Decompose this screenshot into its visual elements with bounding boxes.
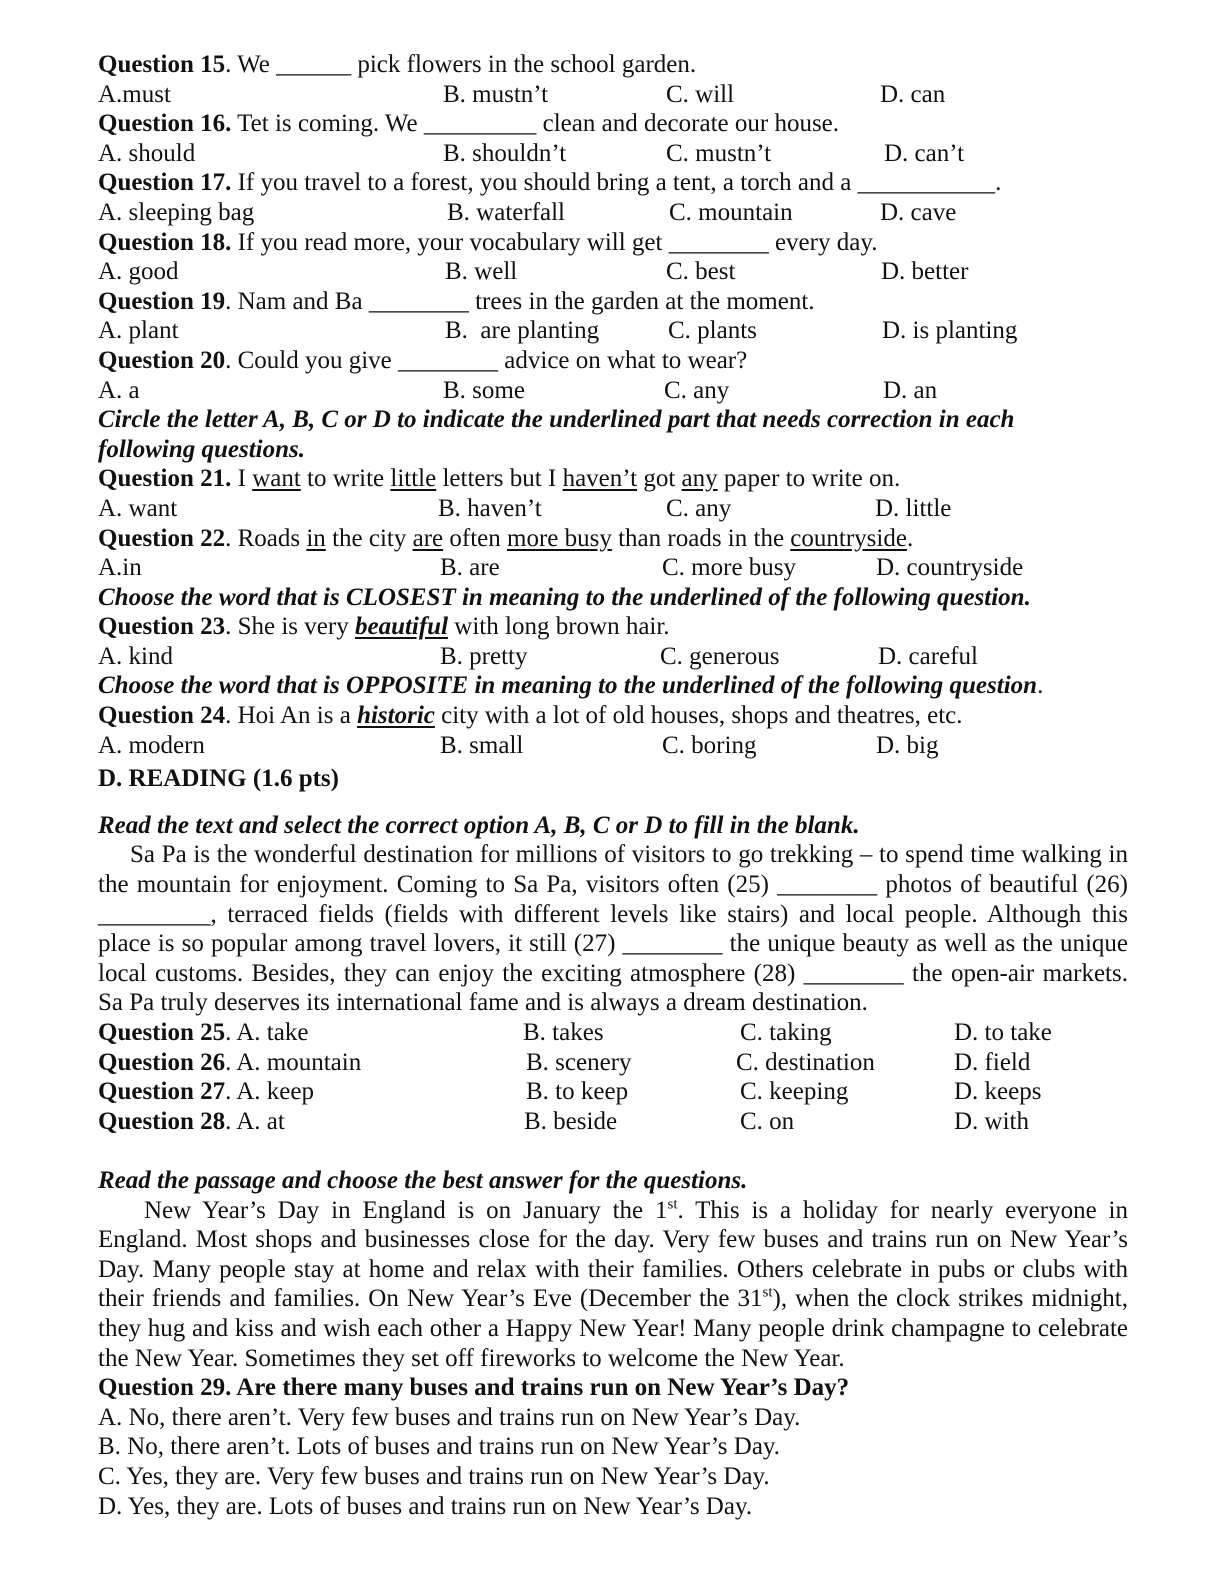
option-c[interactable]: C. will	[666, 80, 735, 108]
instruction-correction: Circle the letter A, B, C or D to indicate the underlined part that needs correction in each following questions.	[98, 406, 1015, 463]
question-20	[98, 346, 1128, 376]
option-b[interactable]: B. waterfall	[447, 198, 566, 226]
section-heading-reading: D. READING (1.6 pts)	[98, 765, 339, 793]
question-number: Question 27	[98, 1078, 226, 1106]
question-stem: If you read more, your vocabulary will get ________ every day.	[231, 228, 878, 256]
underlined-part: countryside	[790, 524, 907, 552]
instruction-read-2: Read the passage and choose the best answer for the questions.	[98, 1166, 748, 1194]
option-a[interactable]: . A. at	[225, 1107, 285, 1135]
option-a[interactable]: A. modern	[98, 731, 205, 759]
question-22	[98, 524, 1128, 554]
stem-text: to write	[300, 465, 391, 493]
passage-sapa: Sa Pa is the wonderful destination for millions of visitors to go trekking – to spend time walking in the mountain for enjoyment. Coming to Sa Pa, visitors often (25) ________ photos of beautiful (26) _________, terraced fields (fields with different levels like stairs) and local people. Although this place is so popular among travel lovers, it still (27) ________ the unique beauty as well as the unique local customs. Besides, they can enjoy the exciting atmosphere (28) ________ the open-air markets. Sa Pa truly deserves its international fame and is always a dream destination.	[98, 841, 1128, 1017]
option-a[interactable]: A. want	[98, 494, 178, 522]
option-c[interactable]: C. destination	[736, 1048, 875, 1076]
options-20	[98, 376, 1128, 406]
question-stem: . Nam and Ba ________ trees in the garden at the moment.	[225, 287, 815, 315]
question-number: Question 19	[98, 287, 226, 315]
option-c[interactable]: C. on	[740, 1107, 795, 1135]
question-17	[98, 168, 1128, 198]
stem-text: often	[443, 524, 507, 552]
underlined-part: in	[306, 524, 326, 552]
question-number: Question 26	[98, 1048, 226, 1076]
option-c[interactable]: C. mountain	[669, 198, 793, 226]
option-b[interactable]: B. haven’t	[438, 494, 542, 522]
stem-text: . She is very	[225, 613, 355, 641]
option-c[interactable]: C. generous	[660, 642, 780, 670]
underlined-word: historic	[357, 702, 435, 730]
option-d[interactable]: D. Yes, they are. Lots of buses and trains run on New Year’s Day.	[98, 1492, 753, 1520]
underlined-part: are	[412, 524, 444, 552]
question-number: Question 25	[98, 1019, 226, 1046]
instruction-text: Choose the word that is OPPOSITE in meaning to the underlined of the following question	[98, 672, 1038, 700]
question-29: Question 29. Are there many buses and trains run on New Year’s Day?	[98, 1374, 850, 1402]
underlined-part: little	[390, 465, 437, 493]
option-a[interactable]: A.in	[98, 554, 142, 582]
option-b[interactable]: B. beside	[524, 1107, 618, 1135]
options-21	[98, 494, 1128, 524]
option-b[interactable]: B. pretty	[440, 642, 528, 670]
question-number: Question 20	[98, 346, 226, 374]
superscript: st	[762, 1285, 773, 1302]
question-16	[98, 109, 1128, 139]
options-22	[98, 553, 1128, 583]
instruction-period: .	[1037, 672, 1044, 700]
options-15	[98, 80, 1128, 110]
question-number: Question 18.	[98, 228, 232, 256]
option-a[interactable]: A. kind	[98, 642, 173, 670]
question-19	[98, 287, 1128, 317]
option-d[interactable]: D. keeps	[954, 1078, 1042, 1106]
option-b[interactable]: B. scenery	[526, 1048, 632, 1076]
question-stem: . We ______ pick flowers in the school garden.	[225, 51, 697, 78]
instruction-opposite	[98, 671, 1128, 701]
question-number: Question 22	[98, 524, 226, 552]
instruction-closest: Choose the word that is CLOSEST in meaning to the underlined of the following question.	[98, 583, 1031, 611]
option-d[interactable]: D. can	[880, 80, 946, 108]
option-d[interactable]: D. careful	[878, 642, 978, 670]
option-d[interactable]: D. little	[875, 494, 952, 522]
option-c[interactable]: C. plants	[668, 317, 757, 345]
option-d[interactable]: D. cave	[880, 198, 957, 226]
options-19	[98, 316, 1128, 346]
underlined-part: haven’t	[562, 465, 638, 493]
question-23	[98, 612, 1128, 642]
option-d[interactable]: D. countryside	[876, 554, 1024, 582]
option-c[interactable]: C. any	[666, 494, 732, 522]
passage-text: New Year’s Day in England is on January the 1	[144, 1196, 668, 1224]
option-c[interactable]: C. Yes, they are. Very few buses and trains run on New Year’s Day.	[98, 1462, 770, 1490]
option-a[interactable]: . A. take	[225, 1019, 309, 1046]
option-d[interactable]: D. field	[954, 1048, 1031, 1076]
superscript: st	[667, 1196, 678, 1213]
option-b[interactable]: B. small	[440, 731, 524, 759]
option-a[interactable]: A. sleeping bag	[98, 198, 255, 226]
instruction-read-1: Read the text and select the correct option A, B, C or D to fill in the blank.	[98, 811, 860, 839]
question-28	[98, 1107, 1128, 1137]
option-a[interactable]: . A. mountain	[225, 1048, 362, 1076]
option-c[interactable]: C. any	[664, 376, 730, 404]
question-27	[98, 1077, 1128, 1107]
option-a[interactable]: A. good	[98, 258, 179, 286]
stem-text: I	[231, 465, 253, 493]
option-a[interactable]: . A. keep	[225, 1078, 314, 1106]
options-18	[98, 257, 1128, 287]
question-number: Question 24	[98, 702, 226, 730]
question-stem: If you travel to a forest, you should bring a tent, a torch and a ___________.	[231, 169, 1002, 197]
option-a[interactable]: A.must	[98, 80, 171, 108]
option-d[interactable]: D. an	[883, 376, 938, 404]
option-c[interactable]: C. best	[666, 258, 736, 286]
option-b[interactable]: B. to keep	[526, 1078, 629, 1106]
question-number: Question 16.	[98, 110, 232, 138]
underlined-part: want	[252, 465, 301, 493]
option-d[interactable]: D. with	[954, 1107, 1029, 1135]
option-c[interactable]: C. taking	[740, 1019, 832, 1046]
question-stem: Tet is coming. We _________ clean and decorate our house.	[231, 110, 840, 138]
passage-new-year	[98, 1196, 1128, 1374]
option-d[interactable]: D. big	[876, 731, 939, 759]
question-18	[98, 228, 1128, 258]
passage-text: . This is a holiday for nearly everyone in England. Most shops and businesses close for the day. Very few buses and trains run on New Year’s Day. Many people stay at home and relax with their families. Others celebrate in pubs or clubs with their friends and families. On New Year’s Eve (December the 31	[98, 1196, 1128, 1313]
options-16	[98, 139, 1128, 169]
stem-text: paper to write on.	[717, 465, 901, 493]
stem-text: than roads in the	[611, 524, 791, 552]
options-24	[98, 731, 1128, 761]
option-b[interactable]: B. shouldn’t	[443, 139, 567, 167]
stem-text: city with a lot of old houses, shops and theatres, etc.	[434, 702, 963, 730]
question-number: Question 17.	[98, 169, 232, 197]
option-c[interactable]: C. mustn’t	[666, 139, 772, 167]
option-b[interactable]: B. are planting	[445, 317, 600, 345]
option-d[interactable]: D. is planting	[882, 317, 1018, 345]
stem-text: .	[906, 524, 914, 552]
underlined-part: more busy	[507, 524, 612, 552]
option-d[interactable]: D. better	[881, 258, 969, 286]
question-21	[98, 464, 1128, 494]
option-b[interactable]: B. takes	[523, 1019, 604, 1046]
stem-text: . Hoi An is a	[225, 702, 358, 730]
options-23	[98, 642, 1128, 672]
option-d[interactable]: D. to take	[954, 1019, 1052, 1046]
question-stem: . Could you give ________ advice on what to wear?	[225, 346, 748, 374]
stem-text: with long brown hair.	[448, 613, 670, 641]
option-b[interactable]: B. some	[443, 376, 525, 404]
option-c[interactable]: C. boring	[662, 731, 757, 759]
question-15	[98, 50, 1128, 80]
question-number: Question 15	[98, 51, 226, 78]
question-26	[98, 1048, 1128, 1078]
underlined-part: any	[681, 465, 718, 493]
option-b[interactable]: B. No, there aren’t. Lots of buses and trains run on New Year’s Day.	[98, 1433, 781, 1461]
stem-text: letters but I	[436, 465, 563, 493]
option-a[interactable]: A. should	[98, 139, 196, 167]
option-a[interactable]: A. No, there aren’t. Very few buses and trains run on New Year’s Day.	[98, 1403, 801, 1431]
passage-text: ), when the clock strikes midnight, they hug and kiss and wish each other a Happy New Year! Many people drink champagne to celebrate the New Year. Sometimes they set off fireworks to welcome the New Year.	[98, 1285, 1128, 1372]
stem-text: the city	[325, 524, 413, 552]
option-a[interactable]: A. plant	[98, 317, 179, 345]
stem-text: . Roads	[225, 524, 307, 552]
option-c[interactable]: C. more busy	[662, 554, 797, 582]
option-b[interactable]: B. mustn’t	[443, 80, 549, 108]
question-25	[98, 1018, 1128, 1048]
options-17	[98, 198, 1128, 228]
question-number: Question 28	[98, 1107, 226, 1135]
option-b[interactable]: B. are	[440, 554, 500, 582]
underlined-word: beautiful	[354, 613, 449, 641]
question-number: Question 21.	[98, 465, 232, 493]
option-d[interactable]: D. can’t	[884, 139, 965, 167]
stem-text: got	[637, 465, 682, 493]
question-24	[98, 701, 1128, 731]
option-b[interactable]: B. well	[445, 258, 518, 286]
option-c[interactable]: C. keeping	[740, 1078, 849, 1106]
option-a[interactable]: A. a	[98, 376, 140, 404]
question-number: Question 23	[98, 613, 226, 641]
